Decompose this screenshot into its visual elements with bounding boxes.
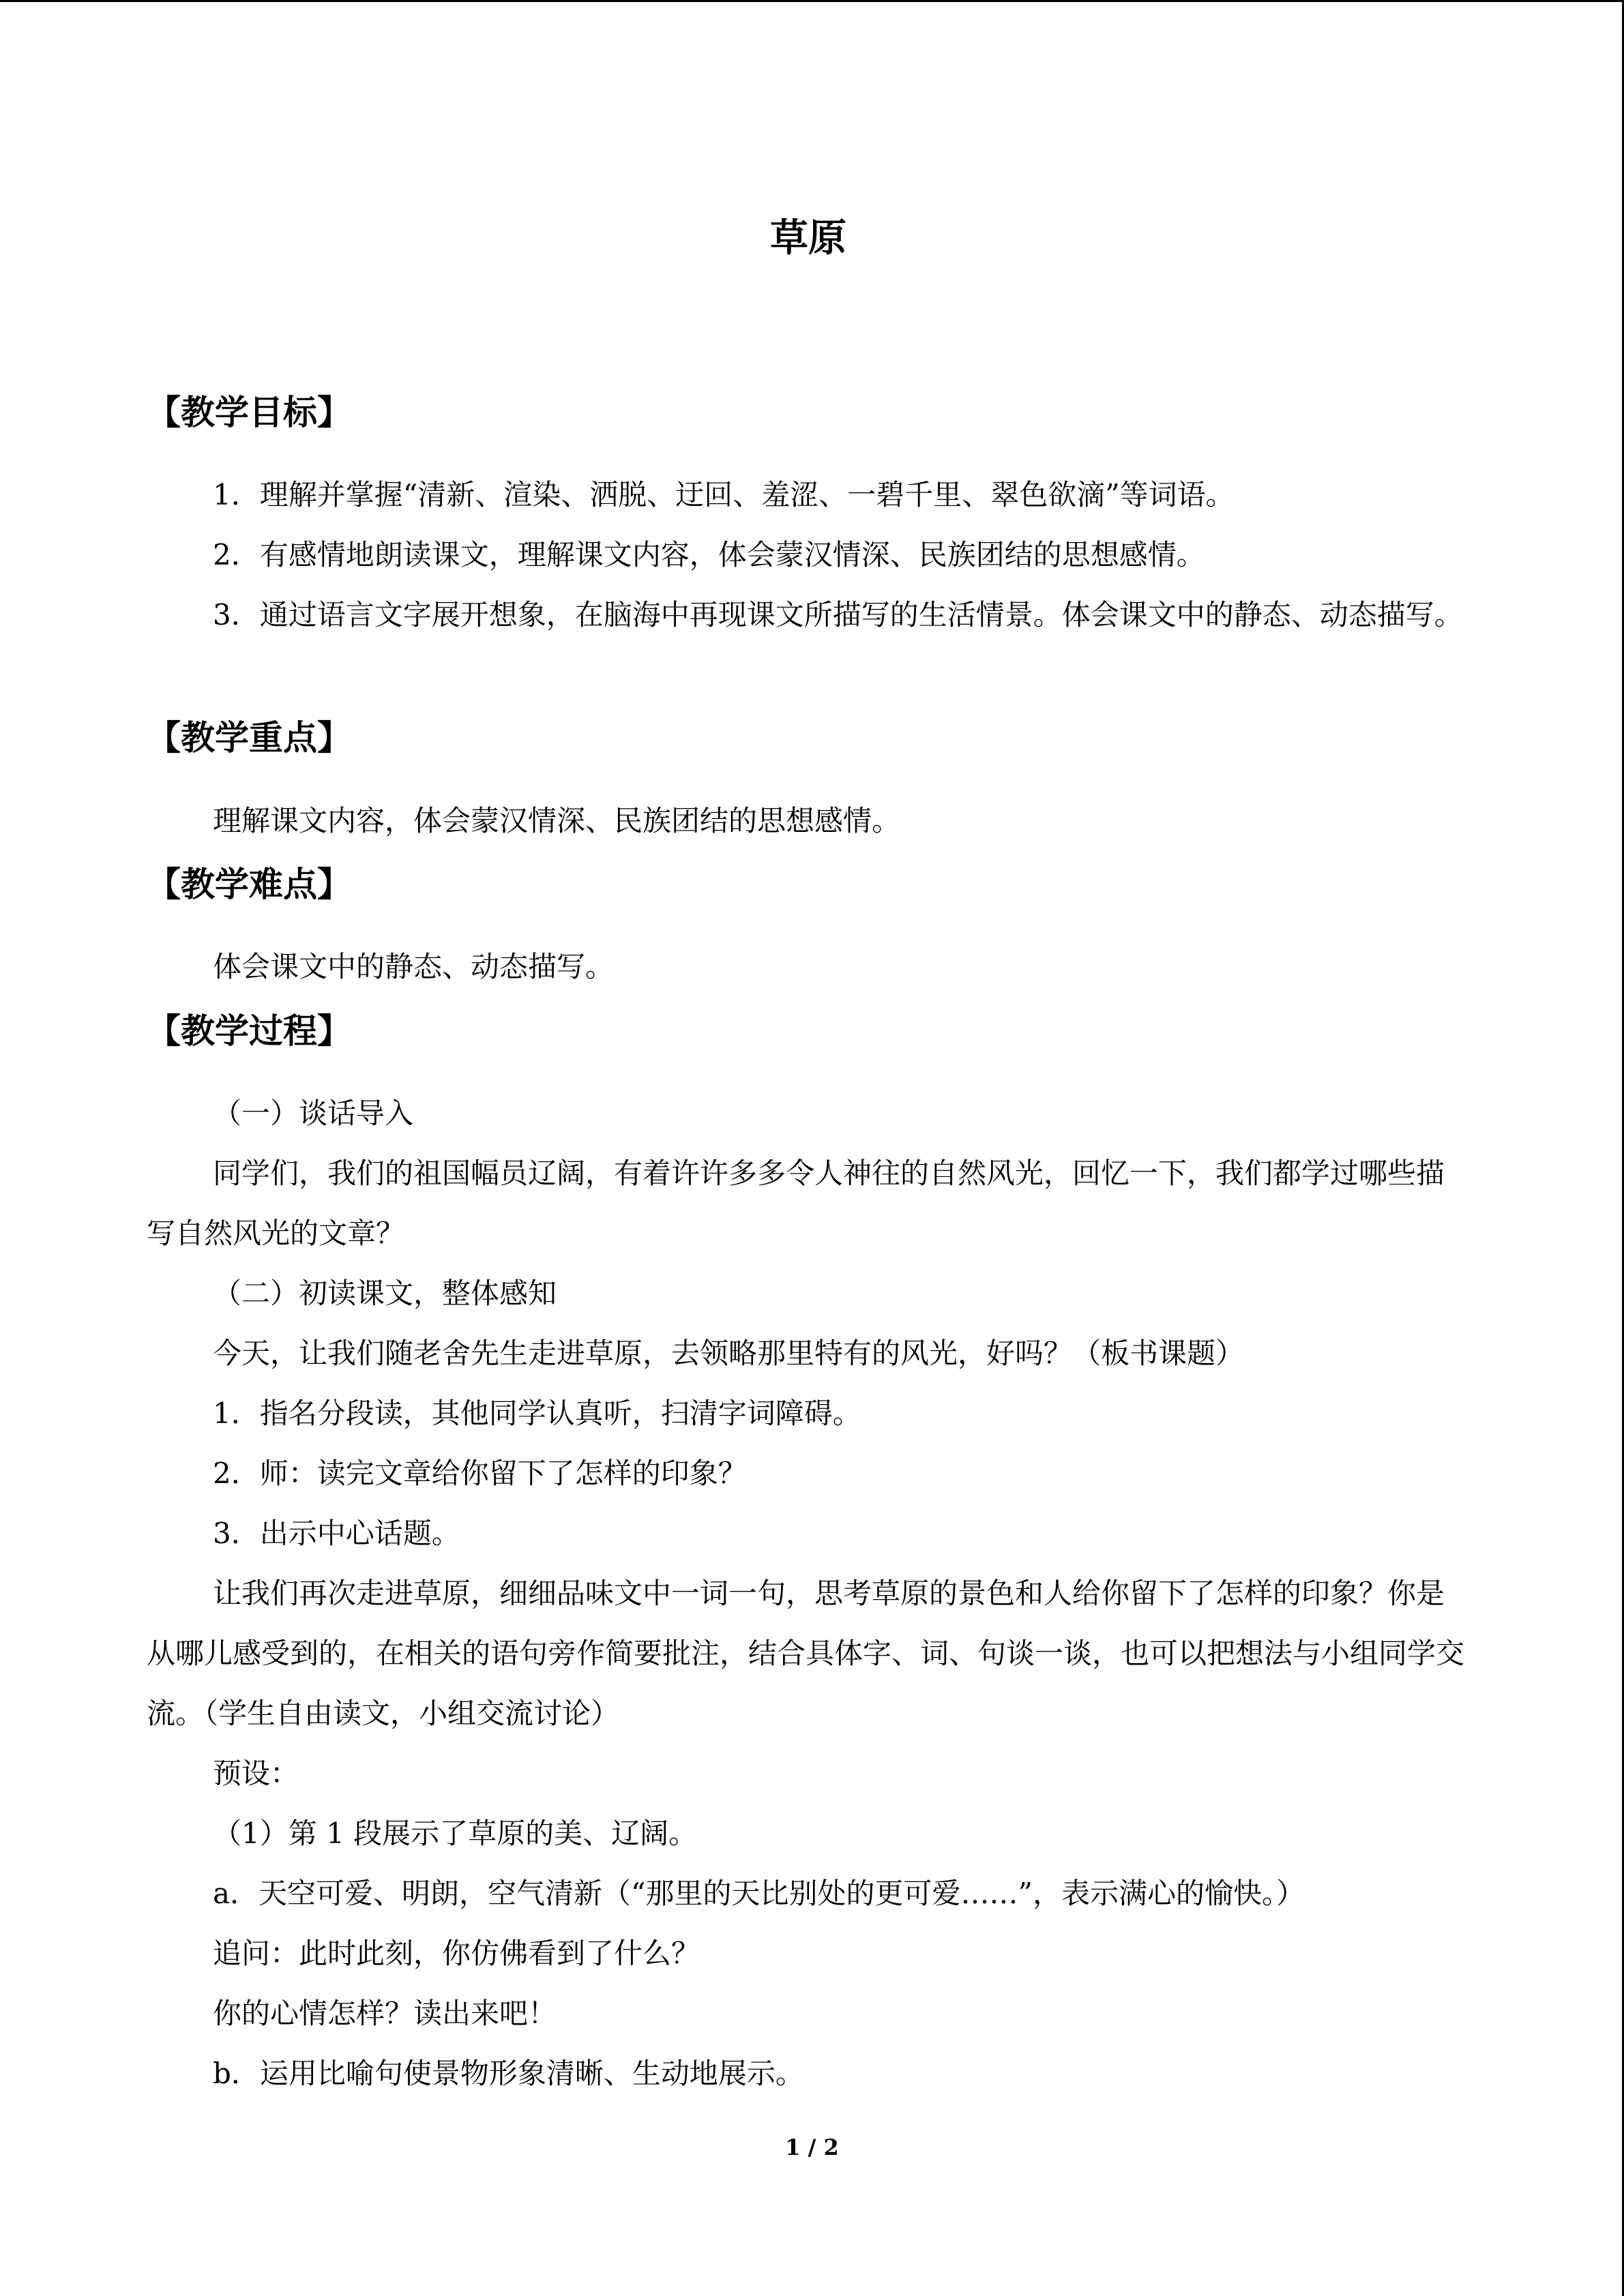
- process-line-7: 3．出示中心话题。: [213, 1517, 460, 1550]
- objective-item-3: 3．通过语言文字展开想象，在脑海中再现课文所描写的生活情景。体会课文中的静态、动态描写。: [213, 598, 1463, 631]
- key-points-text: 理解课文内容，体会蒙汉情深、民族团结的思想感情。: [213, 804, 901, 837]
- heading-objectives: 【教学目标】: [147, 393, 351, 432]
- page-number: 1 / 2: [785, 2134, 839, 2160]
- process-line-3: （二）初读课文，整体感知: [213, 1277, 557, 1310]
- heading-difficulties: 【教学难点】: [147, 865, 351, 904]
- difficulties-text: 体会课文中的静态、动态描写。: [213, 950, 615, 983]
- process-line-10: （1）第 1 段展示了草原的美、辽阔。: [213, 1817, 698, 1850]
- process-line-1: （一）谈话导入: [213, 1097, 414, 1130]
- heading-process: 【教学过程】: [147, 1011, 351, 1051]
- process-line-6: 2．师：读完文章给你留下了怎样的印象？: [213, 1457, 747, 1490]
- process-line-12: 追问：此时此刻，你仿佛看到了什么？: [213, 1937, 700, 1970]
- process-line-9: 预设：: [213, 1757, 299, 1790]
- process-line-4: 今天，让我们随老舍先生走进草原，去领略那里特有的风光，好吗？（板书课题）: [213, 1337, 1245, 1370]
- top-border-line: [0, 0, 1624, 2]
- heading-key-points: 【教学重点】: [147, 718, 351, 758]
- process-line-5: 1．指名分段读，其他同学认真听，扫清字词障碍。: [213, 1397, 861, 1430]
- process-line-2: 同学们，我们的祖国幅员辽阔，有着许许多多令人神往的自然风光，回忆一下，我们都学过哪些描写自然风光的文章？: [147, 1157, 1445, 1250]
- page-title: 草原: [770, 216, 846, 260]
- process-line-8: 让我们再次走进草原，细细品味文中一词一句，思考草原的景色和人给你留下了怎样的印象？你是从哪儿感受到的，在相关的语句旁作简要批注，结合具体字、词、句谈一谈，也可以把想法与小组同学交流。（学生自由读文，小组交流讨论）: [147, 1577, 1465, 1730]
- process-line-13: 你的心情怎样？读出来吧！: [213, 1997, 557, 2030]
- process-line-11: a．天空可爱、明朗，空气清新（“那里的天比别处的更可爱……”，表示满心的愉快。）: [213, 1877, 1305, 1910]
- objective-item-1: 1．理解并掌握“清新、渲染、洒脱、迂回、羞涩、一碧千里、翠色欲滴”等词语。: [213, 478, 1235, 511]
- objective-item-2: 2．有感情地朗读课文，理解课文内容，体会蒙汉情深、民族团结的思想感情。: [213, 538, 1205, 571]
- process-line-14: b．运用比喻句使景物形象清晰、生动地展示。: [213, 2057, 804, 2090]
